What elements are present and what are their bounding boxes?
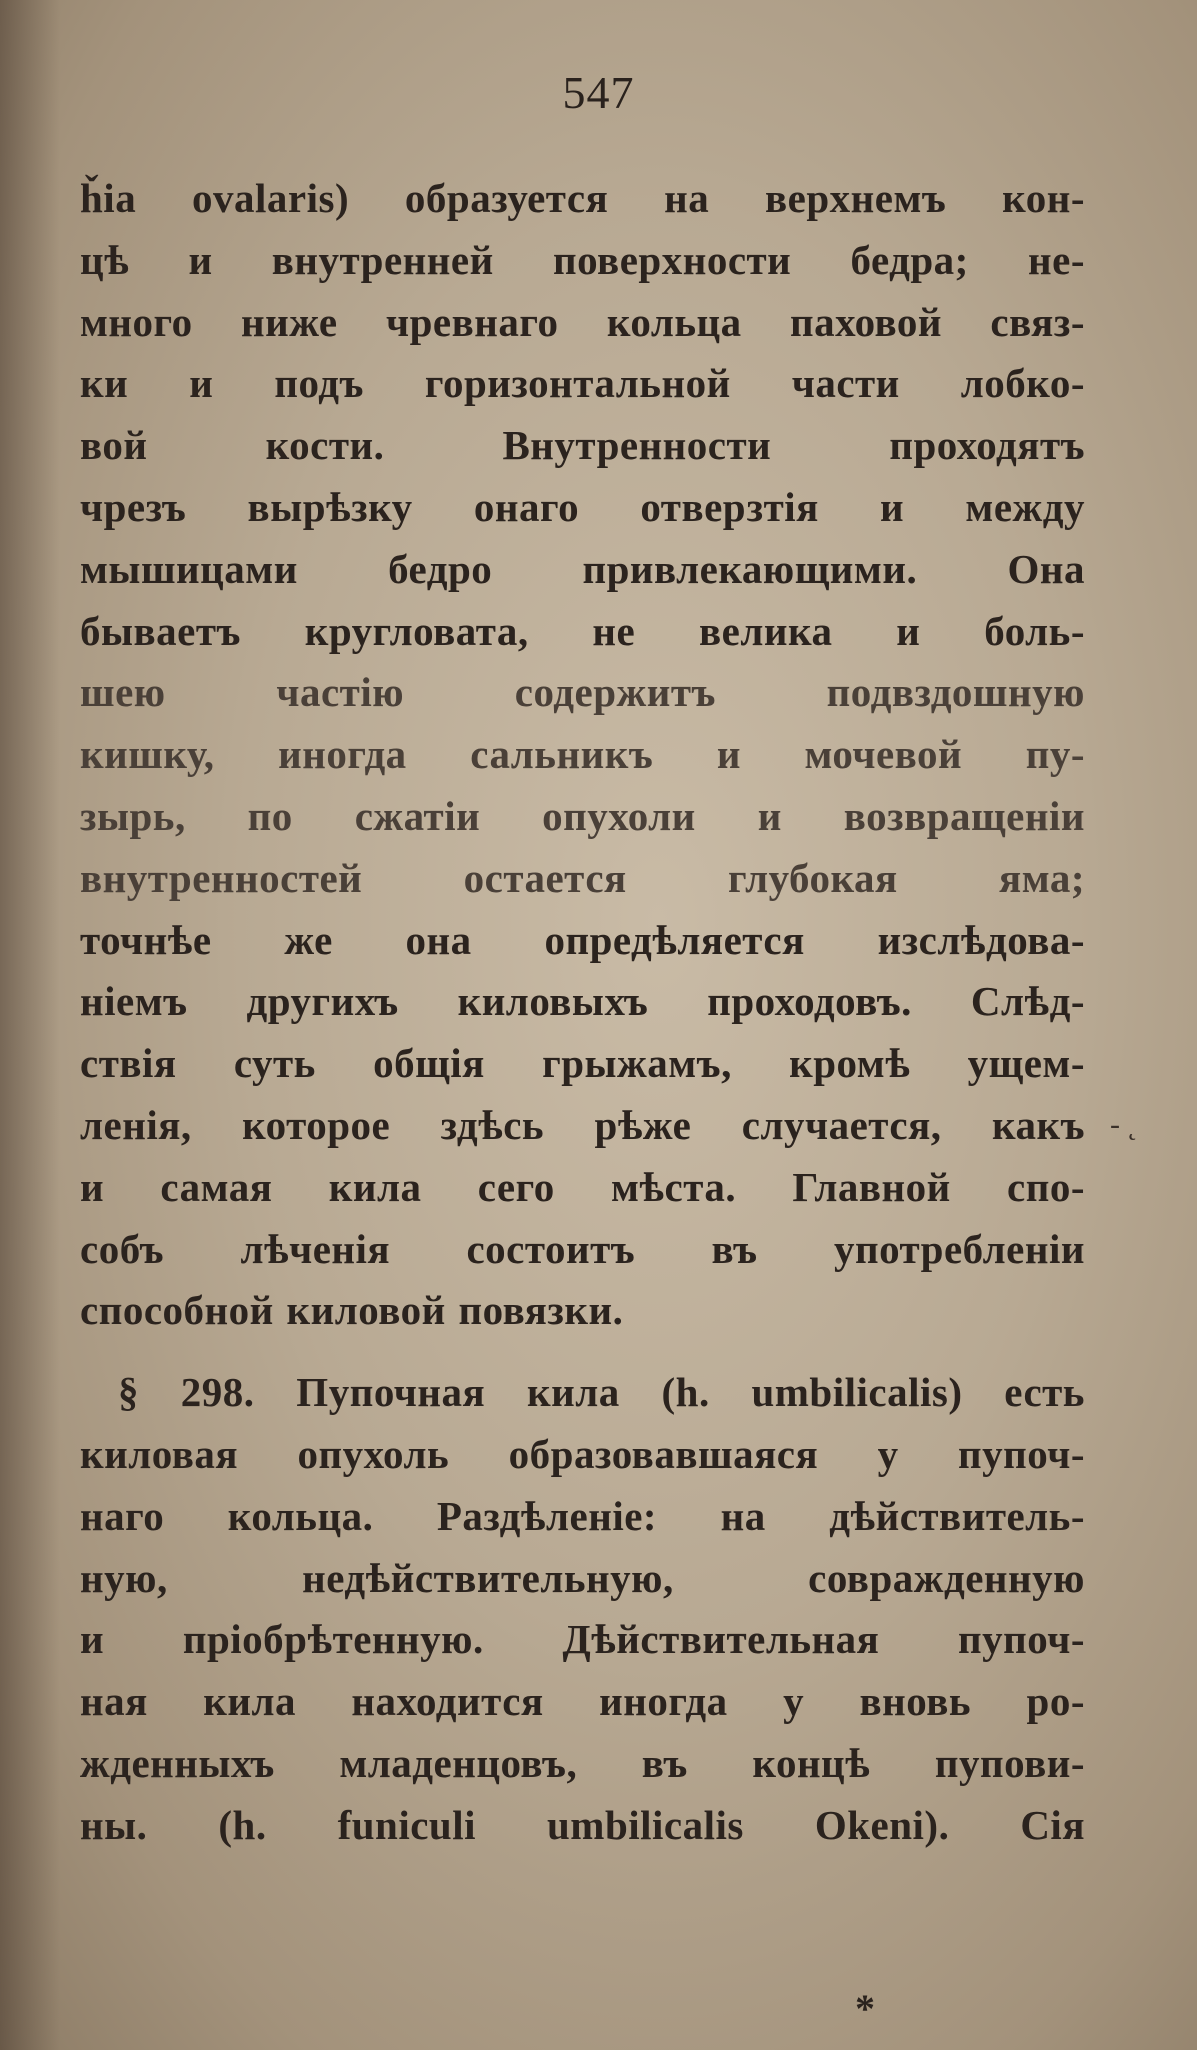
text-line: наго кольца. Раздѣленіе: на дѣйствитель- bbox=[80, 1492, 1085, 1539]
text-line: кишку, иногда сальникъ и мочевой пу- bbox=[80, 731, 1085, 778]
text-line: вой кости. Внутренности проходятъ bbox=[80, 422, 1085, 469]
text-line: ленія, которое здѣсь рѣже случается, какъ bbox=[80, 1101, 1085, 1148]
section-heading-line: § 298. Пупочная кила (h. umbilicalis) есть bbox=[118, 1369, 1085, 1416]
text-line: много ниже чревнаго кольца паховой связ- bbox=[80, 298, 1085, 345]
text-line: ȟia ovalaris) образуется на верхнемъ кон- bbox=[80, 175, 1085, 221]
margin-mark: - ˛ bbox=[1110, 1108, 1138, 1141]
text-line: и самая кила сего мѣста. Главной спо- bbox=[80, 1163, 1085, 1210]
body-text bbox=[80, 168, 1085, 1857]
text-line: собъ лѣченія состоитъ въ употребленіи bbox=[80, 1225, 1085, 1272]
page-number: 547 bbox=[562, 67, 635, 118]
text-line: зырь, по сжатіи опухоли и возвращеніи bbox=[80, 792, 1085, 839]
text-line: ную, недѣйствительную, совражденную bbox=[80, 1554, 1085, 1601]
text-line: и пріобрѣтенную. Дѣйствительная пупоч- bbox=[80, 1616, 1085, 1663]
text-line: ны. (h. funiculi umbilicalis Okeni). Сія bbox=[80, 1801, 1085, 1848]
text-line: шею частію содержитъ подвздошную bbox=[80, 669, 1085, 716]
text-line: ная кила находится иногда у вновь ро- bbox=[80, 1678, 1085, 1725]
text-line: способной киловой повязки. bbox=[80, 1287, 624, 1334]
text-line: цѣ и внутренней поверхности бедра; не- bbox=[80, 236, 1085, 283]
text-line: точнѣе же она опредѣляется изслѣдова- bbox=[80, 916, 1085, 963]
text-line: ніемъ другихъ киловыхъ проходовъ. Слѣд- bbox=[80, 978, 1085, 1025]
signature-mark: * bbox=[855, 1986, 875, 2031]
text-line: бываетъ кругловата, не велика и боль- bbox=[80, 607, 1085, 654]
text-line: ствія суть общія грыжамъ, кромѣ ущем- bbox=[80, 1040, 1085, 1087]
text-line: чрезъ вырѣзку онаго отверзтія и между bbox=[80, 483, 1085, 530]
text-line: ки и подъ горизонтальной части лобко- bbox=[80, 360, 1085, 407]
text-line: киловая опухоль образовавшаяся у пупоч- bbox=[80, 1430, 1085, 1477]
page-edge-shadow bbox=[0, 0, 60, 2050]
text-line: мышицами бедро привлекающими. Она bbox=[80, 545, 1085, 592]
text-line: жденныхъ младенцовъ, въ концѣ пупови- bbox=[80, 1739, 1085, 1786]
text-line: внутренностей остается глубокая яма; bbox=[80, 854, 1085, 901]
